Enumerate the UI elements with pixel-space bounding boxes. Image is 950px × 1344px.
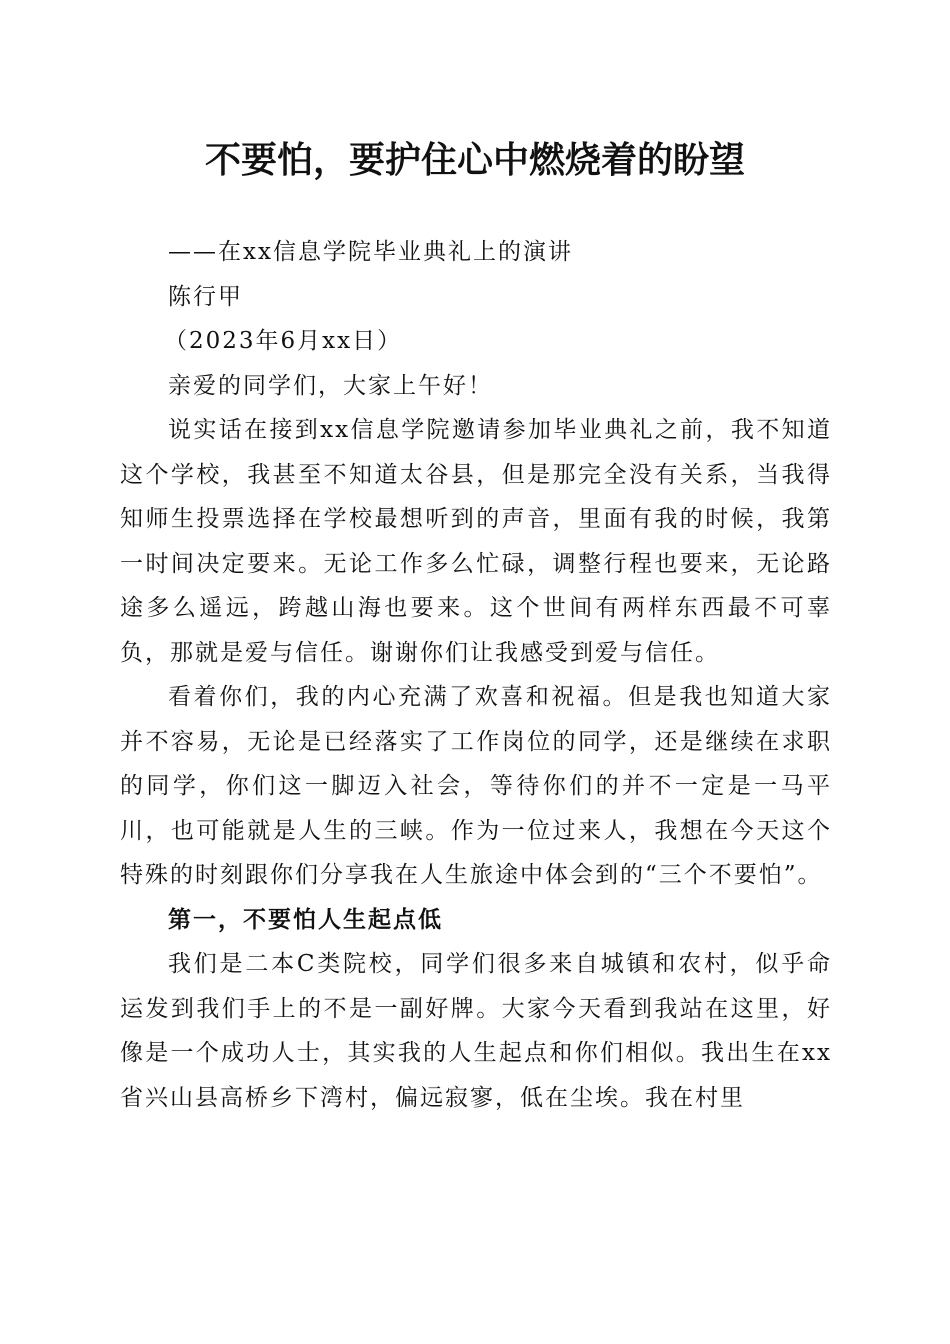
document-body bbox=[120, 230, 832, 1120]
document-title: 不要怕，要护住心中燃烧着的盼望 bbox=[204, 139, 745, 181]
document-author: 陈行甲 bbox=[168, 283, 243, 310]
document-subtitle: ——在xx信息学院毕业典礼上的演讲 bbox=[168, 239, 573, 265]
body-paragraph: 说实话在接到xx信息学院邀请参加毕业典礼之前，我不知道这个学校，我甚至不知道太谷县，但是那完全没有关系，当我得知师生投票选择在学校最想听到的声音，里面有我的时候，我第一时间决定要来。无论工作多么忙碌，调整行程也要来，无论路途多么遥远，跨越山海也要来。这个世间有两样东西最不可辜负，那就是爱与信任。谢谢你们让我感受到爱与信任。 bbox=[120, 417, 832, 666]
section-heading: 第一，不要怕人生起点低 bbox=[168, 905, 443, 933]
body-paragraph: 看着你们，我的内心充满了欢喜和祝福。但是我也知道大家并不容易，无论是已经落实了工作岗位的同学，还是继续在求职的同学，你们这一脚迈入社会，等待你们的并不一定是一马平川，也可能就是人生的三峡。作为一位过来人，我想在今天这个特殊的时刻跟你们分享我在人生旅途中体会到的“三个不要怕”。 bbox=[120, 684, 832, 888]
document-greeting: 亲爱的同学们，大家上午好！ bbox=[168, 372, 493, 399]
section-paragraph: 我们是二本C类院校，同学们很多来自城镇和农村，似乎命运发到我们手上的不是一副好牌。大家今天看到我站在这里，好像是一个成功人士，其实我的人生起点和你们相似。我出生在xx省兴山县高桥乡下湾村，偏远寂寥，低在尘埃。我在村里 bbox=[120, 951, 832, 1111]
document-date: （2023年6月xx日） bbox=[164, 328, 403, 354]
